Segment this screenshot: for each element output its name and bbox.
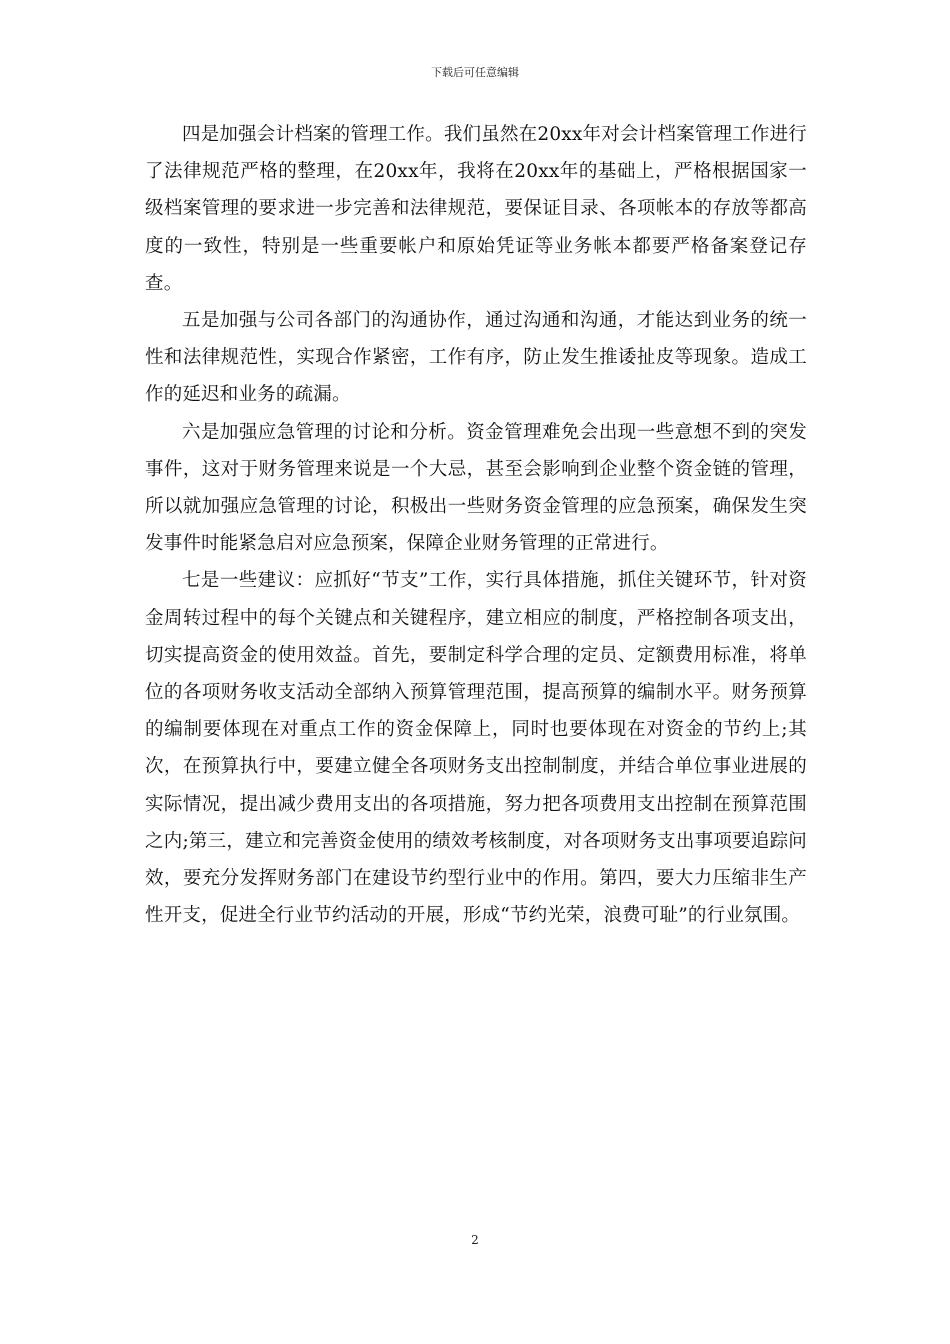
paragraph-suggestions: 七是一些建议：应抓好“节支”工作，实行具体措施，抓住关键环节，针对资金周转过程中的每个关键点和关键程序，建立相应的制度，严格控制各项支出，切实提高资金的使用效益。首先，要制定科学合理的定员、定额费用标准，将单位的各项财务收支活动全部纳入预算管理范围，提高预算的编制水平。财务预算的编制要体现在对重点工作的资金保障上，同时也要体现在对资金的节约上;其次，在预算执行中，要建立健全各项财务支出控制制度，并结合单位事业进展的实际情况，提出减少费用支出的各项措施，努力把各项费用支出控制在预算范围之内;第三，建立和完善资金使用的绩效考核制度，对各项财务支出事项要追踪问效，要充分发挥财务部门在建设节约型行业中的作用。第四，要大力压缩非生产性开支，促进全行业节约活动的开展，形成“节约光荣，浪费可耻”的行业氛围。	[145, 570, 807, 927]
paragraph-archive-management: 四是加强会计档案的管理工作。我们虽然在20xx年对会计档案管理工作进行了法律规范严格的整理，在20xx年，我将在20xx年的基础上，严格根据国家一级档案管理的要求进一步完善和法律规范，要保证目录、各项帐本的存放等都高度的一致性，特别是一些重要帐户和原始凭证等业务帐本都要严格备案登记存查。	[145, 124, 807, 294]
paragraph-emergency-management: 六是加强应急管理的讨论和分析。资金管理难免会出现一些意想不到的突发事件，这对于财务管理来说是一个大忌，甚至会影响到企业整个资金链的管理，所以就加强应急管理的讨论，积极出一些财务资金管理的应急预案，确保发生突发事件时能紧急启对应急预案，保障企业财务管理的正常进行。	[145, 421, 807, 555]
document-body	[145, 116, 807, 934]
page-number: 2	[471, 1233, 479, 1247]
page-header: 下载后可任意编辑	[431, 66, 519, 79]
paragraph-department-coordination: 五是加强与公司各部门的沟通协作，通过沟通和沟通，才能达到业务的统一性和法律规范性，实现合作紧密，工作有序，防止发生推诿扯皮等现象。造成工作的延迟和业务的疏漏。	[145, 310, 807, 406]
